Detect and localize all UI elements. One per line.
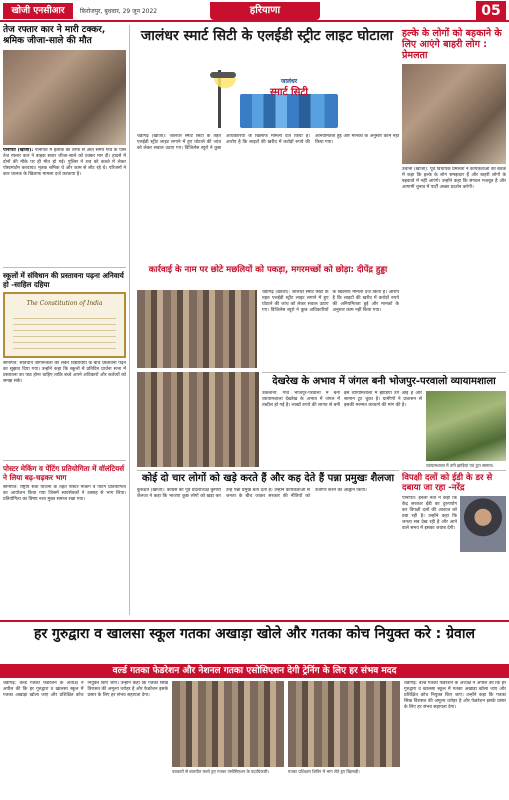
- hero-headline: जालंधर स्मार्ट सिटी के एलईडी स्ट्रीट लाइट घोटाला: [140, 28, 394, 44]
- left-story-3-body: सोनीपत: राष्ट्रीय सेवा योजना के तहत पोस्टर मेकिंग व पेंटिंग प्रतियोगिता का आयोजन किया गया जिसमें स्वयंसेवकों ने उत्साह से भाग लिया। प्रतियोगिता का विषय नशा मुक्त समाज रखा गया।: [3, 485, 126, 502]
- story-5-portrait: [460, 496, 506, 552]
- dateline: फ़िरोजपुर, बुधवार, 29 जून 2022: [80, 8, 158, 15]
- banner-photo-right-wrap: [288, 681, 400, 774]
- banner-caption-right: गतका प्रशिक्षण शिविर में भाग लेते हुए खिलाड़ी।: [288, 769, 360, 774]
- mid-story-caption: व्यायामशाला में उगी झाड़ियां एवं टूटा सामान।: [426, 463, 494, 468]
- left-story-1-headline: तेज रफ्तार कार ने मारी टक्कर, श्रमिक जीजा-साले की मौत: [3, 25, 106, 46]
- banner-photo-right: [288, 681, 400, 767]
- smart-city-text: [240, 76, 338, 98]
- left-story-3-headline: पोस्टर मेकिंग व पेंटिंग प्रतियोगिता में वॉलंटियर्स ने लिया बढ़-चढ़कर भाग: [3, 460, 126, 482]
- story-4-photo-column: [137, 372, 259, 467]
- section-title: हरियाणा: [210, 2, 320, 20]
- story-4-body: कुरुक्षेत्र (खोजी): कांग्रेस की पूर्व प्रदेशाध्यक्ष कुमारी शैलजा ने कहा कि भाजपा कुछ लोगों को खड़ा कर उन्हें पन्ना प्रमुख बता देती है। उन्होंने कार्यकर्ताओं से जनता के बीच जाकर सरकार की नीतियों को उजागर करने का आह्वान किया।: [137, 488, 367, 499]
- smart-city-graphic: [200, 70, 340, 130]
- left-story-1-photo: [3, 50, 126, 145]
- mid-story-headline: देखरेख के अभाव में जंगल बनी भोजपुर-परवालो व्यायामशाला: [272, 376, 496, 387]
- certificate-lines: [13, 313, 116, 353]
- right-story-1-body: उचाना (खोजी): पूर्व विधायक प्रेमलता ने कार्यकर्ताओं की बैठक में कहा कि हल्के के लोग समझदार हैं और बाहरी लोगों के बहकावे में नहीं आएंगे। उन्होंने कहा कि संगठन मजबूत है और आगामी चुनाव में पार्टी अच्छा प्रदर्शन करेगी।: [402, 167, 506, 190]
- city-skyline-icon: [240, 94, 338, 128]
- mid-story-photo-wrap: [426, 391, 506, 468]
- smart-city-top: जालंधर: [280, 78, 298, 85]
- story-4-photo: [137, 372, 259, 467]
- story-5-body: पानीपत: इनेलो नेता ने कहा कि केंद्र सरकार ईडी का दुरुपयोग कर विपक्षी दलों की आवाज को दबा रही है। उन्होंने कहा कि जनता सब देख रही है और आने वाले समय में इसका जवाब देगी।: [402, 496, 457, 531]
- banner-photo-left-wrap: [172, 681, 284, 774]
- banner-photo-left: [172, 681, 284, 767]
- left-column: [3, 25, 130, 615]
- mid-story-photo: [426, 391, 506, 461]
- story-5-content: [402, 496, 506, 606]
- left-story-2-body: सोनीपत: संविधान जागरूकता को लेकर विद्यार्थियों के बीच प्रस्तावना पढ़ने का सुझाव दिया गया। उन्होंने कहा कि स्कूलों में प्रतिदिन प्रार्थना सभा में प्रस्तावना का पाठ होना चाहिए ताकि बच्चे अपने अधिकारों और कर्तव्यों को समझ सकें।: [3, 361, 126, 384]
- page-number: 05: [476, 1, 506, 21]
- bottom-red-strip: वर्ल्ड गतका फेडरेशन और नेशनल गतका एसोसिएशन देगी ट्रेनिंग के लिए हर संभव मदद: [0, 664, 509, 678]
- left-story-2-headline: स्कूलों में संविधान की प्रस्तावना पढ़ना अनिवार्य हो -साहिल दहिया: [3, 267, 126, 289]
- certificate-title: The Constitution of India: [26, 300, 103, 307]
- mid-story: [262, 372, 506, 481]
- banner-caption-left: पत्रकारों से बातचीत करते हुए गतका एसोसिएशन के पदाधिकारी।: [172, 769, 270, 774]
- left-story-1-byline: पानीपत (खोजी):: [3, 148, 34, 153]
- left-story-1-body: पानीपत (खोजी): पानीपत में इलाके की तरफ से आते समय गांव के पास तेज रफ्तार कार ने बाइक सवार जीजा-साले को टक्कर मार दी। हादसे में दोनों की मौके पर ही मौत हो गई। पुलिस ने शव को कब्जे में लेकर पोस्टमार्टम करवाया। मृतक श्रमिक थे और काम से लौट रहे थे। परिजनों ने कार चालक के खिलाफ मामला दर्ज करवाया है।: [3, 148, 126, 177]
- smart-city-main: स्मार्ट सिटी: [270, 87, 308, 98]
- hero-subhead: कार्रवाई के नाम पर छोटे मछलियों को पकड़ा, मगरमच्छों को छोड़ा: दीपेंद्र हुड्डा: [148, 265, 388, 275]
- right-story-1-photo: [402, 64, 506, 164]
- bottom-banner-headline: हर गुरुद्वारा व खालसा स्कूल गतका अखाड़ा खोले और गतका कोच नियुक्त करे : ग्रेवाल: [0, 620, 509, 663]
- banner-body-left: चंडीगढ़: वर्ल्ड गतका फेडरेशन के अध्यक्ष ने अपील की कि हर गुरुद्वारा व खालसा स्कूल में गतका अखाड़ा खोला जाए और प्रशिक्षित कोच नियुक्त किए जाएं। उन्होंने कहा कि गतका सिख विरासत की अमूल्य धरोहर है और फेडरेशन इसके प्रसार के लिए हर संभव सहायता देगा।: [3, 681, 168, 698]
- constitution-image: [3, 292, 126, 358]
- right-story-1: [402, 28, 506, 317]
- hero-photo: [137, 290, 257, 368]
- hero-body: चंडीगढ़ (खोजी): जालंधर स्मार्ट सिटी के तहत एलईडी स्ट्रीट लाइट लगाने में हुए घोटाले की जांच को लेकर सवाल उठाए गए। विजिलेंस ब्यूरो ने कुछ अधिकारियों के खिलाफ मामला दर्ज किया है। आरोप है कि लाइटों की खरीद में करोड़ों रुपये की अनियमितता हुई और मानकों के अनुसार काम नहीं किया गया।: [137, 134, 399, 151]
- top-bar: [0, 0, 509, 22]
- story-5-headline: विपक्षी दलों को ईडी के डर से दबाया जा रहा -नरेंद्र: [402, 473, 493, 493]
- story-4-headline: कोई दो चार लोगों को खड़े करते हैं और कह देते हैं पन्ना प्रमुखः शैलजा: [141, 473, 395, 484]
- mid-story-body: उकलाना: गांव भोजपुर-परवालो में बनी व्यायामशाला देखरेख के अभाव में जंगल में तब्दील हो गई है। लाखों रुपये की लागत से बनी इस व्यायामशाला में झाड़ियां उग आई हैं और सामान टूट चुका है। ग्रामीणों ने प्रशासन से इसकी मरम्मत करवाने की मांग की है।: [262, 391, 422, 408]
- masthead-logo: खोजी एनसीआर: [3, 3, 73, 19]
- banner-body-right: चंडीगढ़: वर्ल्ड गतका फेडरेशन के अध्यक्ष ने अपील की कि हर गुरुद्वारा व खालसा स्कूल में गतका अखाड़ा खोला जाए और प्रशिक्षित कोच नियुक्त किए जाएं। उन्होंने कहा कि गतका सिख विरासत की अमूल्य धरोहर है और फेडरेशन इसके प्रसार के लिए हर संभव सहायता देगा।: [404, 681, 506, 710]
- story-5: [402, 470, 506, 606]
- right-story-1-headline: हल्के के लोगों को बहकाने के लिए आएंगे बाहरी लोग : प्रेमलता: [402, 28, 502, 61]
- story-4: [137, 470, 399, 603]
- hero-body-cont: चंडीगढ़ (खोजी): जालंधर स्मार्ट सिटी के तहत एलईडी स्ट्रीट लाइट लगाने में हुए घोटाले की जांच को लेकर सवाल उठाए गए। विजिलेंस ब्यूरो ने कुछ अधिकारियों के खिलाफ मामला दर्ज किया है। आरोप है कि लाइटों की खरीद में करोड़ों रुपये की अनियमितता हुई और मानकों के अनुसार काम नहीं किया गया।: [262, 290, 399, 313]
